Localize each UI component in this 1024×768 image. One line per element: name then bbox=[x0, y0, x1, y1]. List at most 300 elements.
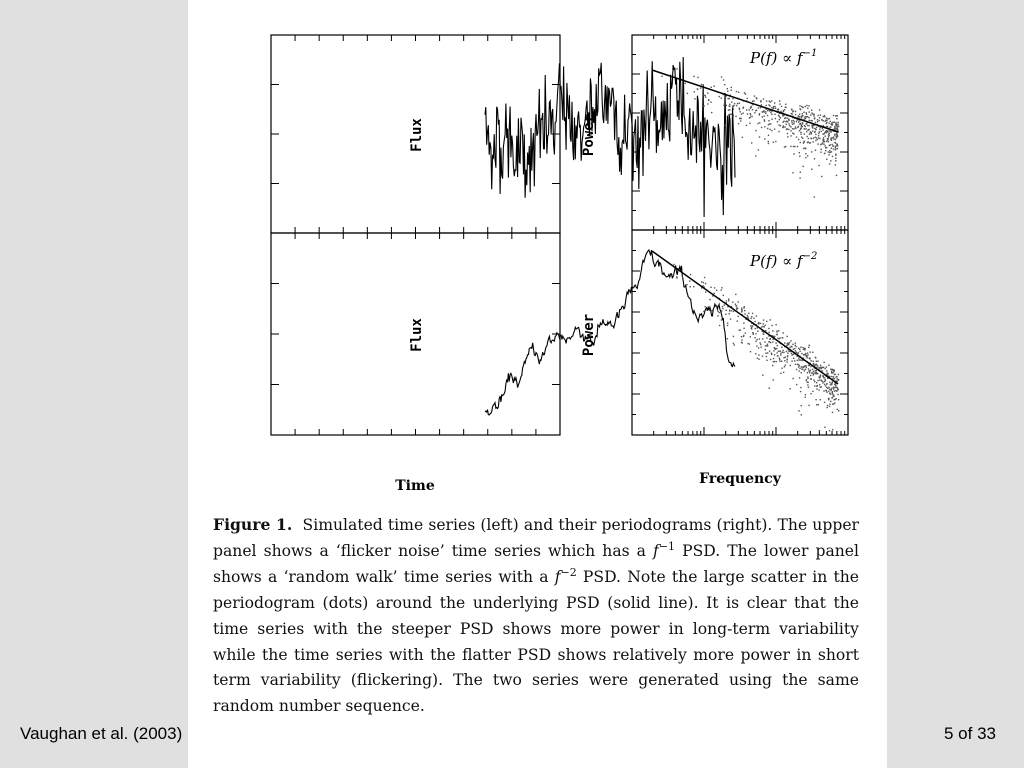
periodogram-dot bbox=[762, 375, 763, 376]
periodogram-dot bbox=[832, 137, 833, 138]
periodogram-dot bbox=[823, 120, 824, 121]
periodogram-dot bbox=[723, 295, 724, 296]
periodogram-dot bbox=[727, 88, 728, 89]
periodogram-dot bbox=[799, 377, 800, 378]
periodogram-dot bbox=[725, 314, 726, 315]
page-indicator: 5 of 33 bbox=[944, 724, 996, 743]
periodogram-dot bbox=[834, 402, 835, 403]
periodogram-dot bbox=[812, 372, 813, 373]
periodogram-dot bbox=[838, 379, 839, 380]
periodogram-dot bbox=[807, 129, 808, 130]
periodogram-dot bbox=[835, 154, 836, 155]
periodogram-dot bbox=[799, 120, 800, 121]
periodogram-dot bbox=[812, 391, 813, 392]
periodogram-dot bbox=[834, 134, 835, 135]
periodogram-dot bbox=[802, 115, 803, 116]
periodogram-dot bbox=[736, 307, 737, 308]
periodogram-dot bbox=[749, 123, 750, 124]
periodogram-dot bbox=[835, 123, 836, 124]
periodogram-dot bbox=[808, 347, 809, 348]
periodogram-dot bbox=[835, 122, 836, 123]
periodogram-dot bbox=[707, 103, 708, 104]
periodogram-dot bbox=[817, 373, 818, 374]
periodogram-dot bbox=[829, 406, 830, 407]
periodogram-dot bbox=[672, 70, 673, 71]
periodogram-dot bbox=[775, 108, 776, 109]
periodogram-dot bbox=[818, 404, 819, 405]
periodogram-dot bbox=[775, 118, 776, 119]
periodogram-dot bbox=[821, 386, 822, 387]
periodogram-dot bbox=[822, 370, 823, 371]
periodogram-dot bbox=[780, 125, 781, 126]
periodogram-dot bbox=[685, 83, 686, 84]
periodogram-dot bbox=[811, 125, 812, 126]
periodogram-dot bbox=[700, 87, 701, 88]
periodogram-dot bbox=[813, 141, 814, 142]
periodogram-bottom-dots bbox=[673, 264, 840, 432]
periodogram-dot bbox=[755, 341, 756, 342]
periodogram-dot bbox=[829, 404, 830, 405]
periodogram-dot bbox=[823, 137, 824, 138]
periodogram-dot bbox=[733, 116, 734, 117]
periodogram-dot bbox=[768, 104, 769, 105]
periodogram-dot bbox=[757, 331, 758, 332]
periodogram-dot bbox=[773, 106, 774, 107]
periodogram-dot bbox=[812, 369, 813, 370]
periodogram-dot bbox=[762, 116, 763, 117]
periodogram-dot bbox=[752, 109, 753, 110]
periodogram-dot bbox=[823, 116, 824, 117]
periodogram-dot bbox=[825, 119, 826, 120]
periodogram-dot bbox=[756, 345, 757, 346]
periodogram-dot bbox=[836, 129, 837, 130]
periodogram-dot bbox=[737, 103, 738, 104]
periodogram-dot bbox=[771, 325, 772, 326]
periodogram-dot bbox=[790, 126, 791, 127]
periodogram-dot bbox=[807, 357, 808, 358]
periodogram-dot bbox=[753, 100, 754, 101]
periodogram-dot bbox=[786, 361, 787, 362]
periodogram-dot bbox=[743, 307, 744, 308]
periodogram-dot bbox=[833, 138, 834, 139]
periodogram-dot bbox=[831, 151, 832, 152]
periodogram-dot bbox=[721, 289, 722, 290]
periodogram-dot bbox=[755, 110, 756, 111]
periodogram-dot bbox=[765, 353, 766, 354]
periodogram-dot bbox=[828, 136, 829, 137]
periodogram-dot bbox=[817, 143, 818, 144]
periodogram-dot bbox=[727, 91, 728, 92]
periodogram-dot bbox=[820, 365, 821, 366]
periodogram-dot bbox=[762, 338, 763, 339]
periodogram-dot bbox=[763, 116, 764, 117]
periodogram-dot bbox=[804, 370, 805, 371]
periodogram-dot bbox=[833, 389, 834, 390]
periodogram-dot bbox=[726, 310, 727, 311]
periodogram-dot bbox=[819, 117, 820, 118]
periodogram-dot bbox=[733, 106, 734, 107]
periodogram-dot bbox=[751, 142, 752, 143]
periodogram-dot bbox=[829, 152, 830, 153]
top-ylabel-power: Power bbox=[581, 113, 597, 157]
periodogram-dot bbox=[693, 76, 694, 77]
periodogram-dot bbox=[804, 349, 805, 350]
periodogram-dot bbox=[818, 165, 819, 166]
periodogram-dot bbox=[756, 315, 757, 316]
periodogram-dot bbox=[826, 370, 827, 371]
periodogram-dot bbox=[768, 143, 769, 144]
periodogram-dot bbox=[754, 321, 755, 322]
periodogram-dot bbox=[820, 144, 821, 145]
periodogram-dot bbox=[733, 336, 734, 337]
periodogram-dot bbox=[837, 126, 838, 127]
periodogram-dot bbox=[823, 367, 824, 368]
periodogram-dot bbox=[764, 326, 765, 327]
periodogram-dot bbox=[705, 283, 706, 284]
periodogram-dot bbox=[795, 346, 796, 347]
periodogram-dot bbox=[810, 379, 811, 380]
periodogram-dot bbox=[744, 310, 745, 311]
periodogram-dot bbox=[826, 118, 827, 119]
periodogram-dot bbox=[778, 131, 779, 132]
periodogram-dot bbox=[768, 141, 769, 142]
right-panels bbox=[581, 35, 848, 487]
periodogram-dot bbox=[728, 110, 729, 111]
periodogram-dot bbox=[710, 102, 711, 103]
periodogram-dot bbox=[818, 137, 819, 138]
periodogram-dot bbox=[834, 126, 835, 127]
periodogram-dot bbox=[766, 356, 767, 357]
periodogram-dot bbox=[764, 341, 765, 342]
periodogram-dot bbox=[784, 109, 785, 110]
periodogram-dot bbox=[731, 87, 732, 88]
periodogram-dot bbox=[661, 76, 662, 77]
periodogram-dot bbox=[782, 352, 783, 353]
periodogram-dot bbox=[827, 118, 828, 119]
periodogram-dot bbox=[739, 109, 740, 110]
periodogram-dot bbox=[803, 166, 804, 167]
periodogram-dot bbox=[833, 115, 834, 116]
periodogram-dot bbox=[739, 103, 740, 104]
periodogram-dot bbox=[837, 388, 838, 389]
periodogram-dot bbox=[799, 123, 800, 124]
periodogram-dot bbox=[822, 375, 823, 376]
periodogram-dot bbox=[806, 367, 807, 368]
periodogram-top-dots bbox=[661, 68, 839, 197]
periodogram-dot bbox=[810, 142, 811, 143]
periodogram-dot bbox=[829, 127, 830, 128]
periodogram-dot bbox=[774, 336, 775, 337]
periodogram-dot bbox=[701, 281, 702, 282]
periodogram-dot bbox=[795, 345, 796, 346]
periodogram-dot bbox=[819, 430, 820, 431]
periodogram-dot bbox=[800, 109, 801, 110]
periodogram-dot bbox=[824, 427, 825, 428]
periodogram-dot bbox=[779, 119, 780, 120]
periodogram-dot bbox=[753, 318, 754, 319]
periodogram-dot bbox=[790, 146, 791, 147]
periodogram-dot bbox=[834, 129, 835, 130]
periodogram-dot bbox=[833, 136, 834, 137]
periodogram-dot bbox=[824, 141, 825, 142]
periodogram-dot bbox=[729, 98, 730, 99]
periodogram-dot bbox=[774, 354, 775, 355]
periodogram-dot bbox=[795, 114, 796, 115]
periodogram-dot bbox=[825, 379, 826, 380]
periodogram-dot bbox=[818, 135, 819, 136]
periodogram-dot bbox=[759, 122, 760, 123]
periodogram-dot bbox=[832, 381, 833, 382]
periodogram-dot bbox=[750, 107, 751, 108]
periodogram-dot bbox=[805, 106, 806, 107]
periodogram-dot bbox=[801, 137, 802, 138]
periodogram-dot bbox=[822, 128, 823, 129]
periodogram-dot bbox=[814, 128, 815, 129]
periodogram-dot bbox=[787, 133, 788, 134]
periodogram-dot bbox=[682, 277, 683, 278]
periodogram-dot bbox=[763, 319, 764, 320]
periodogram-dot bbox=[809, 345, 810, 346]
periodogram-dot bbox=[704, 277, 705, 278]
periodogram-dot bbox=[784, 366, 785, 367]
periodogram-dot bbox=[752, 325, 753, 326]
periodogram-dot bbox=[766, 321, 767, 322]
periodogram-dot bbox=[827, 388, 828, 389]
periodogram-dot bbox=[812, 130, 813, 131]
periodogram-dot bbox=[766, 105, 767, 106]
periodogram-dot bbox=[725, 97, 726, 98]
periodogram-dot bbox=[798, 357, 799, 358]
periodogram-dot bbox=[832, 429, 833, 430]
periodogram-dot bbox=[830, 160, 831, 161]
periodogram-dot bbox=[775, 324, 776, 325]
periodogram-dot bbox=[821, 119, 822, 120]
periodogram-dot bbox=[793, 123, 794, 124]
periodogram-dot bbox=[806, 131, 807, 132]
periodogram-dot bbox=[826, 392, 827, 393]
periodogram-dot bbox=[733, 114, 734, 115]
periodogram-dot bbox=[822, 139, 823, 140]
periodogram-dot bbox=[814, 114, 815, 115]
periodogram-dot bbox=[779, 100, 780, 101]
periodogram-dot bbox=[791, 353, 792, 354]
periodogram-dot bbox=[785, 146, 786, 147]
periodogram-dot bbox=[838, 410, 839, 411]
periodogram-dot bbox=[673, 274, 674, 275]
periodogram-dot bbox=[774, 129, 775, 130]
periodogram-dot bbox=[761, 104, 762, 105]
periodogram-dot bbox=[824, 116, 825, 117]
periodogram-dot bbox=[729, 114, 730, 115]
periodogram-dot bbox=[736, 91, 737, 92]
periodogram-dot bbox=[784, 342, 785, 343]
periodogram-dot bbox=[837, 145, 838, 146]
periodogram-dot bbox=[832, 369, 833, 370]
periodogram-dot bbox=[759, 136, 760, 137]
caption-text-2: PSD. The lower panel shows a ‘random walk’ time series with a bbox=[213, 541, 859, 586]
periodogram-dot bbox=[805, 353, 806, 354]
periodogram-dot bbox=[697, 88, 698, 89]
periodogram-dot bbox=[816, 404, 817, 405]
periodogram-dot bbox=[837, 148, 838, 149]
periodogram-dot bbox=[723, 105, 724, 106]
periodogram-dot bbox=[760, 323, 761, 324]
periodogram-dot bbox=[798, 352, 799, 353]
periodogram-dot bbox=[802, 347, 803, 348]
periodogram-dot bbox=[780, 354, 781, 355]
periodogram-dot bbox=[758, 107, 759, 108]
periodogram-dot bbox=[816, 137, 817, 138]
periodogram-dot bbox=[824, 133, 825, 134]
periodogram-dot bbox=[791, 109, 792, 110]
periodogram-dot bbox=[693, 286, 694, 287]
periodogram-dot bbox=[783, 357, 784, 358]
caption-label: Figure 1. bbox=[213, 515, 293, 534]
periodogram-dot bbox=[780, 353, 781, 354]
periodogram-dot bbox=[746, 109, 747, 110]
periodogram-dot bbox=[747, 343, 748, 344]
periodogram-dot bbox=[826, 130, 827, 131]
periodogram-dot bbox=[796, 119, 797, 120]
periodogram-dot bbox=[749, 109, 750, 110]
periodogram-dot bbox=[808, 138, 809, 139]
periodogram-dot bbox=[807, 352, 808, 353]
periodogram-dot bbox=[761, 346, 762, 347]
periodogram-dot bbox=[731, 310, 732, 311]
periodogram-dot bbox=[714, 287, 715, 288]
periodogram-dot bbox=[828, 399, 829, 400]
periodogram-dot bbox=[799, 152, 800, 153]
periodogram-dot bbox=[835, 115, 836, 116]
periodogram-dot bbox=[745, 93, 746, 94]
periodogram-dot bbox=[807, 125, 808, 126]
psd-line-bottom bbox=[652, 251, 838, 384]
periodogram-dot bbox=[800, 391, 801, 392]
figure-caption bbox=[213, 512, 859, 720]
periodogram-dot bbox=[732, 98, 733, 99]
periodogram-dot bbox=[831, 148, 832, 149]
periodogram-dot bbox=[750, 117, 751, 118]
periodogram-dot bbox=[796, 369, 797, 370]
periodogram-dot bbox=[788, 351, 789, 352]
periodogram-dot bbox=[808, 125, 809, 126]
periodogram-dot bbox=[776, 361, 777, 362]
periodogram-dot bbox=[809, 358, 810, 359]
periodogram-dot bbox=[833, 371, 834, 372]
periodogram-dot bbox=[792, 378, 793, 379]
periodogram-dot bbox=[727, 98, 728, 99]
periodogram-dot bbox=[746, 125, 747, 126]
periodogram-dot bbox=[772, 330, 773, 331]
periodogram-dot bbox=[783, 352, 784, 353]
periodogram-dot bbox=[779, 124, 780, 125]
periodogram-dot bbox=[740, 120, 741, 121]
periodogram-dot bbox=[750, 336, 751, 337]
periodogram-dot bbox=[798, 410, 799, 411]
periodogram-dot bbox=[730, 318, 731, 319]
periodogram-dot bbox=[785, 365, 786, 366]
bottom-ylabel-power: Power bbox=[581, 313, 597, 357]
left-panels bbox=[271, 35, 735, 494]
periodogram-dot bbox=[830, 401, 831, 402]
periodogram-dot bbox=[787, 336, 788, 337]
periodogram-dot bbox=[767, 115, 768, 116]
periodogram-dot bbox=[702, 106, 703, 107]
citation: Vaughan et al. (2003) bbox=[20, 724, 183, 743]
periodogram-dot bbox=[764, 120, 765, 121]
periodogram-dot bbox=[771, 114, 772, 115]
periodogram-dot bbox=[773, 350, 774, 351]
periodogram-dot bbox=[799, 368, 800, 369]
periodogram-dot bbox=[719, 312, 720, 313]
periodogram-dot bbox=[761, 127, 762, 128]
periodogram-dot bbox=[784, 360, 785, 361]
periodogram-dot bbox=[782, 127, 783, 128]
periodogram-dot bbox=[784, 126, 785, 127]
periodogram-dot bbox=[774, 102, 775, 103]
periodogram-dot bbox=[834, 122, 835, 123]
periodogram-dot bbox=[782, 337, 783, 338]
periodogram-dot bbox=[796, 136, 797, 137]
periodogram-dot bbox=[831, 376, 832, 377]
periodogram-dot bbox=[813, 364, 814, 365]
periodogram-dot bbox=[798, 139, 799, 140]
periodogram-dot bbox=[802, 122, 803, 123]
periodogram-dot bbox=[831, 389, 832, 390]
periodogram-dot bbox=[763, 98, 764, 99]
periodogram-dot bbox=[805, 118, 806, 119]
periodogram-dot bbox=[818, 133, 819, 134]
periodogram-dot bbox=[813, 138, 814, 139]
periodogram-dot bbox=[719, 96, 720, 97]
periodogram-dot bbox=[776, 348, 777, 349]
periodogram-dot bbox=[834, 384, 835, 385]
periodogram-dot bbox=[819, 120, 820, 121]
periodogram-dot bbox=[814, 131, 815, 132]
periodogram-dot bbox=[800, 132, 801, 133]
periodogram-dot bbox=[815, 357, 816, 358]
periodogram-dot bbox=[801, 414, 802, 415]
periodogram-dot bbox=[774, 114, 775, 115]
periodogram-dot bbox=[787, 358, 788, 359]
periodogram-dot bbox=[827, 130, 828, 131]
periodogram-dot bbox=[833, 394, 834, 395]
periodogram-dot bbox=[711, 310, 712, 311]
periodogram-dot bbox=[773, 108, 774, 109]
periodogram-dot bbox=[811, 112, 812, 113]
periodogram-dot bbox=[814, 117, 815, 118]
periodogram-dot bbox=[768, 328, 769, 329]
periodogram-dot bbox=[802, 123, 803, 124]
periodogram-dot bbox=[714, 293, 715, 294]
periodogram-dot bbox=[831, 371, 832, 372]
periodogram-dot bbox=[838, 399, 839, 400]
periodogram-dot bbox=[789, 342, 790, 343]
periodogram-dot bbox=[816, 370, 817, 371]
periodogram-dot bbox=[807, 108, 808, 109]
periodogram-dot bbox=[799, 177, 800, 178]
periodogram-dot bbox=[760, 107, 761, 108]
periodogram-dot bbox=[755, 353, 756, 354]
periodogram-dot bbox=[766, 337, 767, 338]
periodogram-dot bbox=[792, 354, 793, 355]
periodogram-dot bbox=[777, 352, 778, 353]
periodogram-dot bbox=[805, 126, 806, 127]
left-axis-ticks bbox=[271, 35, 560, 435]
periodogram-dot bbox=[717, 315, 718, 316]
periodogram-dot bbox=[728, 298, 729, 299]
periodogram-dot bbox=[809, 133, 810, 134]
